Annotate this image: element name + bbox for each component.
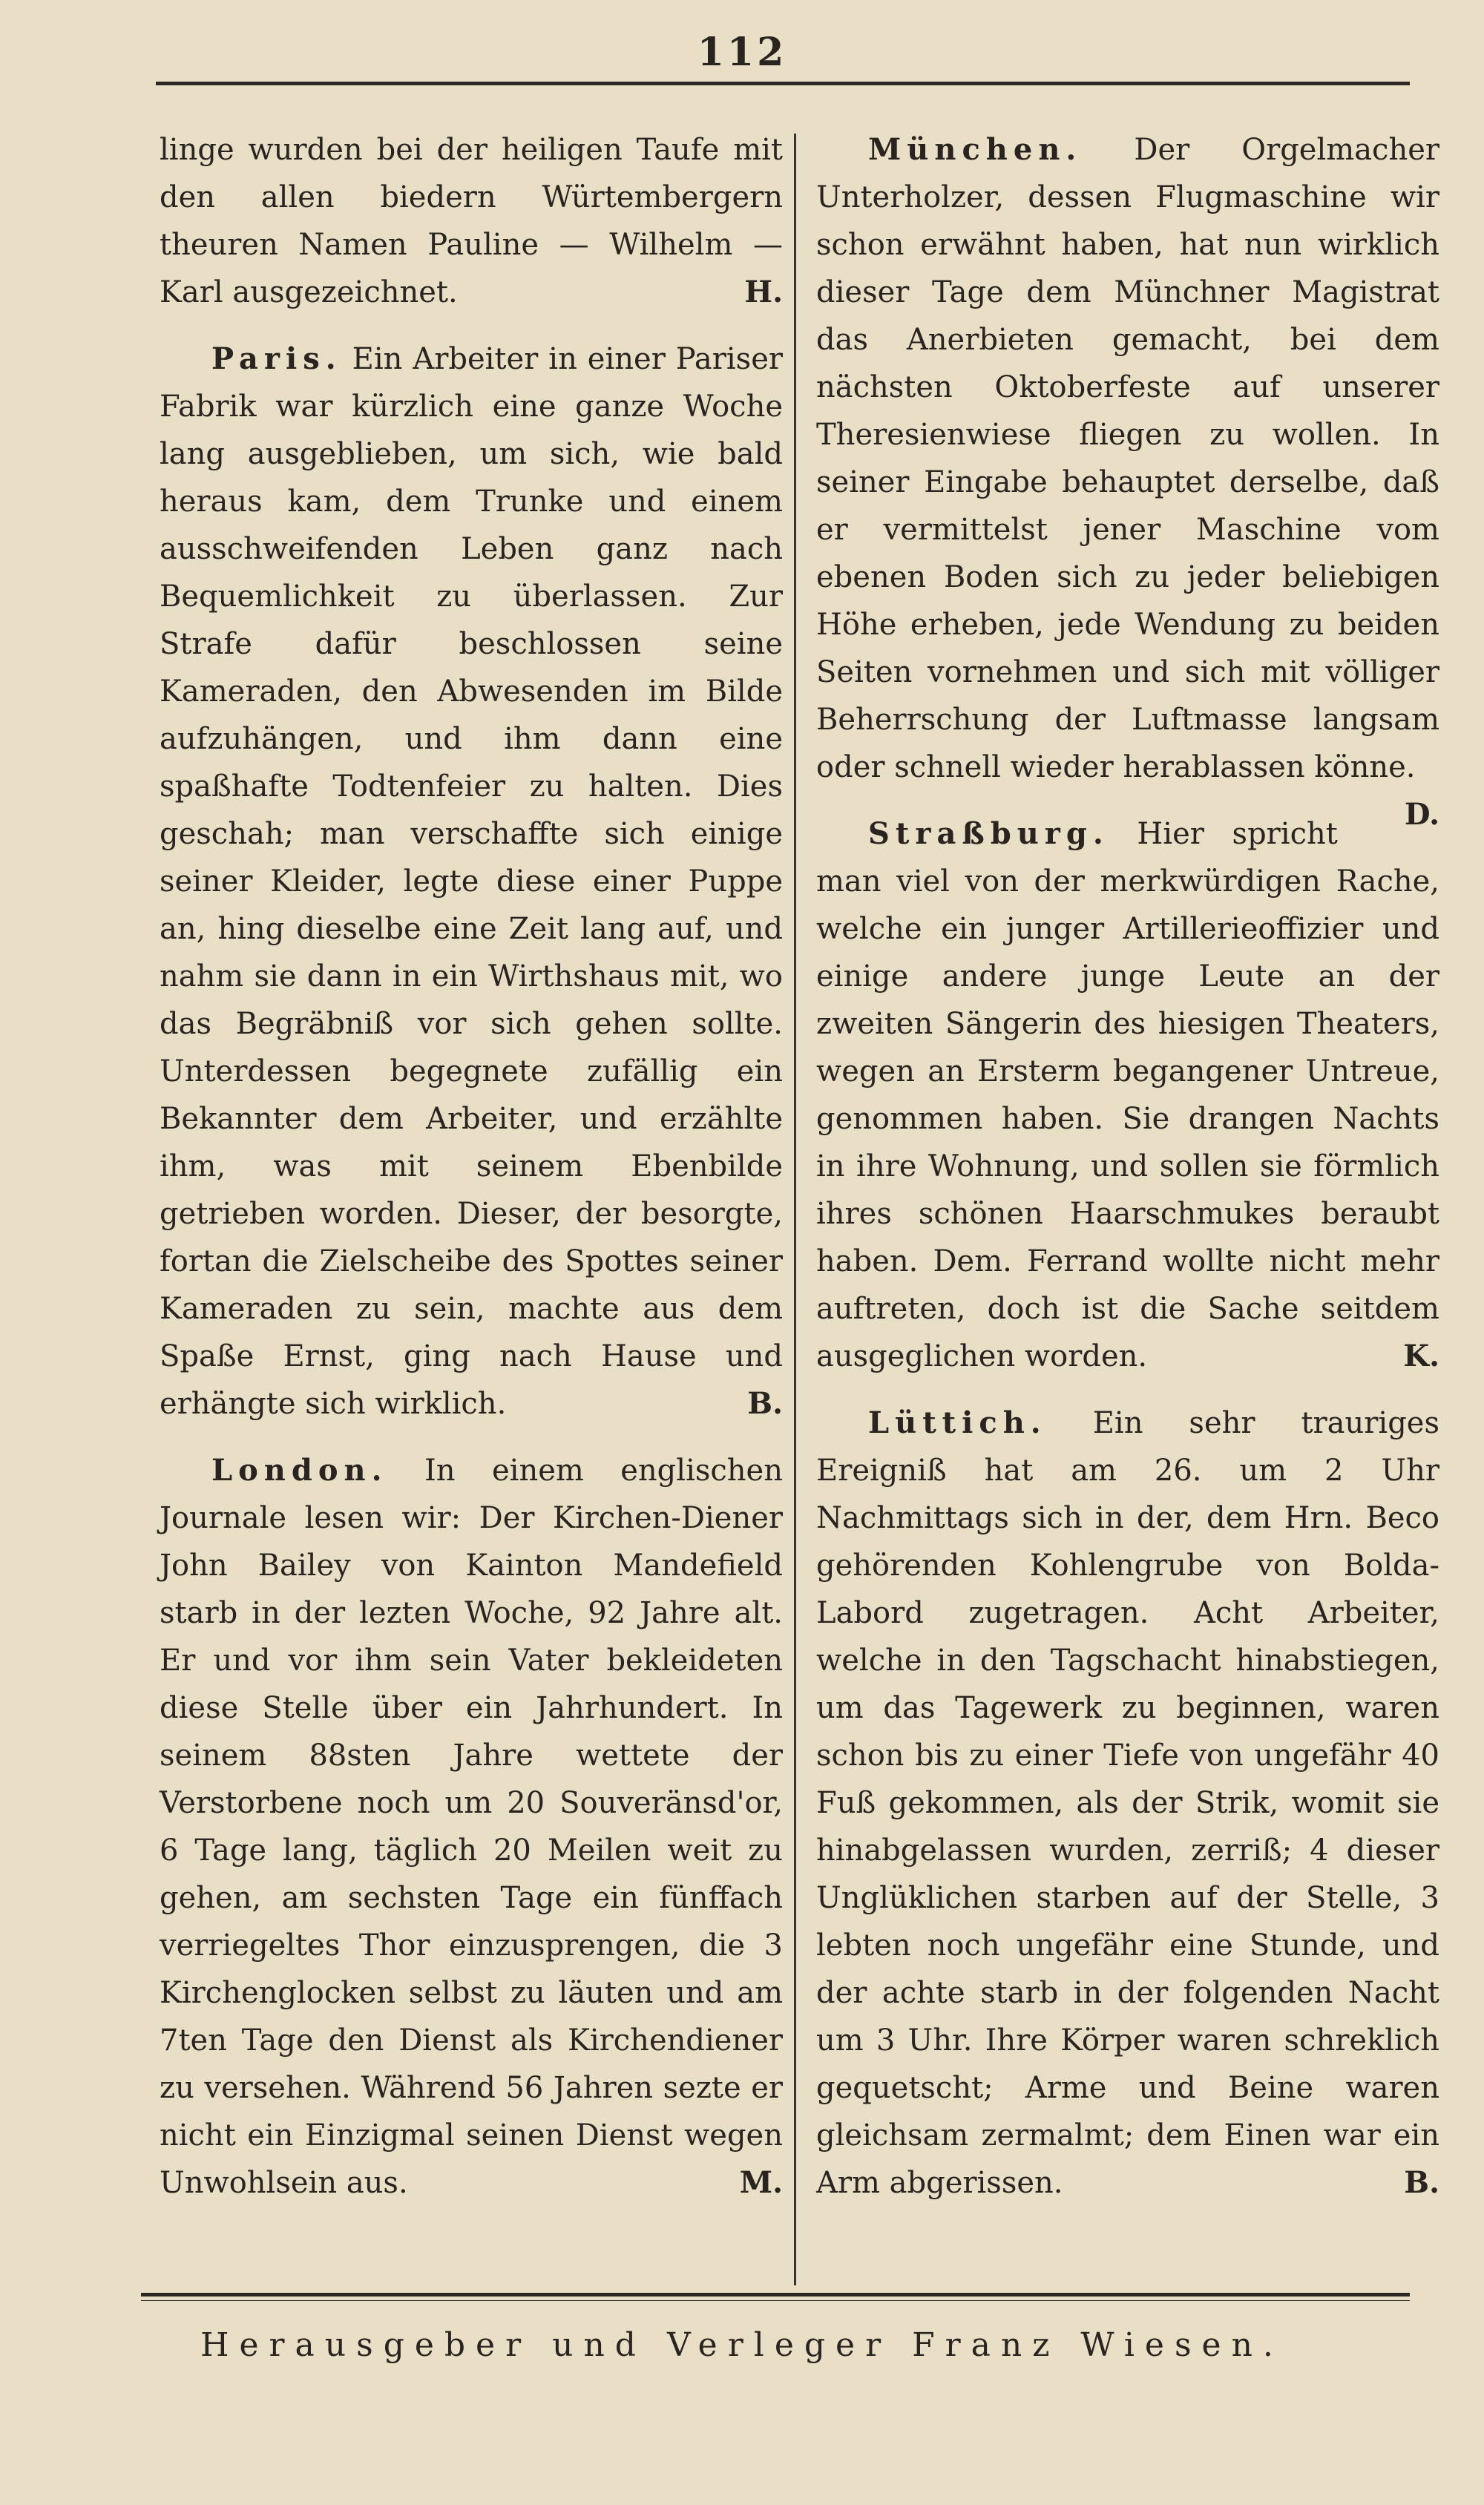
article-place: Lüttich. xyxy=(868,1405,1047,1440)
article-text: Hier spricht man viel von der merkwürdigen Rache, welche ein junger Artillerieoffizier und einige andere junge Leute an der zweiten Sängerin des hiesigen Theaters, wegen an Ersterm begangener Untreue, genommen haben. Sie drangen Nachts in ihre Wohnung, und sollen sie förmlich ihres schönen Haarschmukes beraubt haben. Dem. Ferrand wollte nicht mehr auftreten, doch ist die Sache seitdem ausgeglichen worden. xyxy=(816,817,1439,1373)
article-signature: M. xyxy=(739,2165,783,2200)
article-place: München. xyxy=(868,132,1083,167)
article-strassburg xyxy=(816,810,1439,1380)
footer-rule xyxy=(141,2293,1410,2296)
article-signature: B. xyxy=(1404,2165,1439,2200)
article-place: London. xyxy=(211,1453,388,1488)
article-continuation xyxy=(160,126,783,316)
right-column xyxy=(816,126,1439,2226)
article-place: Straßburg. xyxy=(868,816,1109,851)
article-signature: K. xyxy=(1403,1339,1439,1373)
article-signature: B. xyxy=(747,1386,783,1421)
footer-rule-thin xyxy=(141,2300,1410,2301)
article-text: Ein Arbeiter in einer Pariser Fabrik war kürzlich eine ganze Woche lang ausgeblieben, um sich, wie bald heraus kam, dem Trunke und einem ausschweifenden Leben ganz nach Bequemlichkeit zu überlassen. Zur Strafe dafür beschlossen seine Kameraden, den Abwesenden im Bilde aufzuhängen, und ihm dann eine spaßhafte Todtenfeier zu halten. Dies geschah; man verschaffte sich einige seiner Kleider, legte diese einer Puppe an, hing dieselbe eine Zeit lang auf, und nahm sie dann in ein Wirthshaus mit, wo das Begräbniß vor sich gehen sollte. Unterdessen begegnete zufällig ein Bekannter dem Arbeiter, und erzählte ihm, was mit seinem Ebenbilde getrieben worden. Dieser, der besorgte, fortan die Zielscheibe des Spottes seiner Kameraden zu sein, machte aus dem Spaße Ernst, ging nach Hause und erhängte sich wirklich. xyxy=(160,342,783,1421)
article-signature: D. xyxy=(1404,797,1439,832)
article-muenchen xyxy=(816,126,1440,832)
left-column xyxy=(160,126,783,2226)
article-london xyxy=(160,1447,783,2207)
article-text: In einem englischen Journale lesen wir: Der Kirchen-Diener John Bailey von Kainton Mandefield starb in der lezten Woche, 92 Jahre alt. Er und vor ihm sein Vater bekleideten diese Stelle über ein Jahrhundert. In seinem 88sten Jahre wettete der Verstorbene noch um 20 Souveränsd'or, 6 Tage lang, täglich 20 Meilen weit zu gehen, am sechsten Tage ein fünffach verriegeltes Thor einzusprengen, die 3 Kirchenglocken selbst zu läuten und am 7ten Tage den Dienst als Kirchendiener zu versehen. Während 56 Jahren sezte er nicht ein Einzigmal seinen Dienst wegen Unwohlsein aus. xyxy=(160,1454,783,2200)
article-luettich xyxy=(816,1399,1439,2207)
publisher-imprint: Herausgeber und Verleger Franz Wiesen. xyxy=(200,2326,1284,2364)
article-place: Paris. xyxy=(211,341,342,376)
article-signature: H. xyxy=(744,275,783,309)
article-text: Ein sehr trauriges Ereigniß hat am 26. um 2 Uhr Nachmittags sich in der, dem Hrn. Beco gehörenden Kohlengrube von Bolda-Labord zugetragen. Acht Arbeiter, welche in den Tagschacht hinabstiegen, um das Tagewerk zu beginnen, waren schon bis zu einer Tiefe von ungefähr 40 Fuß gekommen, als der Strik, womit sie hinabgelassen wurden, zerriß; 4 dieser Unglüklichen starben auf der Stelle, 3 lebten noch ungefähr eine Stunde, und der achte starb in der folgenden Nacht um 3 Uhr. Ihre Körper waren schreklich gequetscht; Arme und Beine waren gleichsam zermalmt; dem Einen war ein Arm abgerissen. xyxy=(816,1406,1440,2200)
column-divider xyxy=(794,134,796,2285)
header-rule xyxy=(156,82,1410,85)
article-text: linge wurden bei der heiligen Taufe mit den allen biedern Würtembergern theuren Namen Pauline — Wilhelm — Karl ausgezeichnet. xyxy=(160,133,783,309)
article-text: Der Orgelmacher Unterholzer, dessen Flugmaschine wir schon erwähnt haben, hat nun wirklich dieser Tage dem Münchner Magistrat das Anerbieten gemacht, bei dem nächsten Oktoberfeste auf unserer Theresienwiese fliegen zu wollen. In seiner Eingabe behauptet derselbe, daß er vermittelst jener Maschine vom ebenen Boden sich zu jeder beliebigen Höhe erheben, jede Wendung zu beiden Seiten vornehmen und sich mit völliger Beherrschung der Luftmasse langsam oder schnell wieder herablassen könne. xyxy=(816,133,1440,784)
article-paris xyxy=(160,335,783,1428)
page-number: 112 xyxy=(697,30,787,75)
